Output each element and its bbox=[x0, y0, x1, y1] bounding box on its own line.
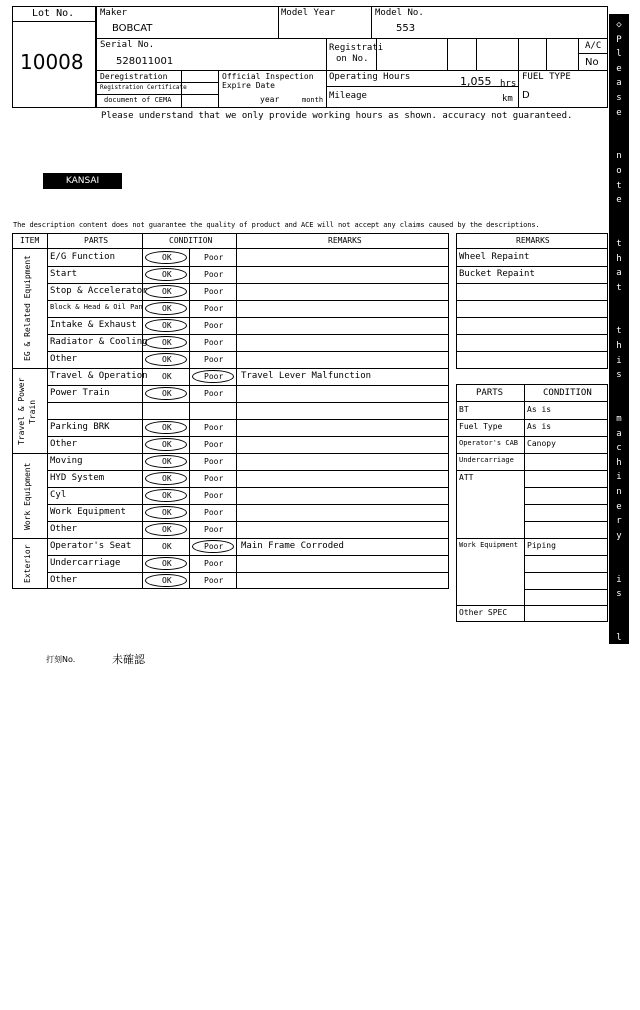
condition-circle-ok bbox=[145, 557, 187, 570]
hrs-label: hrs bbox=[500, 79, 517, 89]
sidebar-char bbox=[609, 310, 629, 325]
parts-sub-divider bbox=[524, 555, 608, 556]
sidebar-char: t bbox=[616, 238, 622, 249]
sidebar-char: i bbox=[616, 764, 622, 775]
remarks-divider bbox=[456, 351, 608, 352]
location-badge-label: KANSAI bbox=[65, 176, 100, 186]
row-divider bbox=[47, 521, 449, 522]
sidebar-char bbox=[609, 791, 629, 806]
sidebar-char bbox=[609, 748, 629, 763]
sidebar-char bbox=[609, 733, 629, 748]
registration-label-2: on No. bbox=[336, 54, 369, 64]
sidebar-char: n bbox=[616, 851, 622, 862]
remarks-divider bbox=[456, 300, 608, 301]
sidebar-char: Y bbox=[616, 939, 622, 950]
sidebar-char: e bbox=[616, 63, 622, 74]
parts-divider bbox=[456, 436, 608, 437]
sidebar-char bbox=[609, 120, 629, 135]
deregistration-label: Deregistration bbox=[100, 72, 168, 81]
sidebar-char: i bbox=[616, 355, 622, 366]
ok-label: OK bbox=[162, 321, 172, 330]
poor-label: Poor bbox=[204, 542, 224, 551]
serial-value: 528011001 bbox=[116, 56, 174, 67]
sidebar-char: s bbox=[616, 589, 622, 600]
poor-label: Poor bbox=[204, 321, 224, 330]
condition-circle-ok bbox=[145, 353, 187, 366]
sidebar-char: n bbox=[616, 487, 622, 497]
sidebar-char: t bbox=[616, 326, 622, 337]
sidebar-char: a bbox=[616, 268, 622, 279]
fuel-type-value: D bbox=[522, 90, 530, 101]
group-travel-power: Travel & Power Train bbox=[17, 377, 37, 446]
parts-divider bbox=[456, 538, 608, 539]
km-label: km bbox=[502, 94, 513, 104]
part-name: Cyl bbox=[50, 490, 67, 500]
part-name: Other bbox=[50, 575, 78, 585]
sidebar-char: s bbox=[616, 866, 622, 877]
ok-label: OK bbox=[162, 304, 172, 313]
fuel-type-label: FUEL TYPE bbox=[522, 72, 571, 82]
condition-circle-ok bbox=[145, 421, 187, 434]
stamp-value: 未確認 bbox=[112, 653, 145, 666]
part-name: Work Equipment bbox=[50, 507, 126, 517]
ok-label: OK bbox=[162, 559, 172, 568]
poor-label: Poor bbox=[204, 372, 224, 381]
condition-circle-ok bbox=[145, 489, 187, 502]
operating-hours-value: 1,055 bbox=[460, 75, 492, 88]
sidebar-char: s bbox=[616, 92, 622, 103]
part-name: Stop & Accelerator bbox=[50, 286, 148, 296]
row-divider bbox=[47, 283, 449, 284]
remark-text: Travel Lever Malfunction bbox=[241, 371, 372, 381]
part-name: Block & Head & Oil Pan bbox=[50, 303, 143, 311]
sidebar-char: i bbox=[616, 895, 622, 906]
maker-value: BOBCAT bbox=[112, 23, 153, 34]
condition-circle-ok bbox=[145, 251, 187, 264]
sidebar-char: i bbox=[616, 574, 622, 585]
part-name: Power Train bbox=[50, 388, 110, 398]
row-divider bbox=[47, 555, 449, 556]
sidebar-char bbox=[609, 923, 629, 938]
part-name: Other bbox=[50, 439, 78, 449]
sidebar-char: a bbox=[616, 676, 622, 687]
ok-label: OK bbox=[162, 576, 172, 585]
sidebar-char: o bbox=[616, 647, 622, 658]
ok-label: OK bbox=[162, 440, 172, 449]
sidebar-char: n bbox=[616, 151, 622, 162]
poor-label: Poor bbox=[204, 338, 224, 347]
location-badge bbox=[43, 173, 122, 189]
serial-label: Serial No. bbox=[100, 40, 155, 50]
condition-circle-poor bbox=[192, 370, 234, 383]
ok-label: OK bbox=[162, 287, 172, 296]
sidebar-char bbox=[609, 908, 629, 923]
remarks-divider bbox=[456, 266, 608, 267]
sidebar-char: t bbox=[616, 180, 622, 191]
parts-name: Operator's CAB bbox=[459, 439, 519, 447]
remarks-divider bbox=[456, 334, 608, 335]
parts-condition: Piping bbox=[527, 541, 556, 550]
inspection-label-1: Official Inspection bbox=[222, 72, 314, 81]
sidebar-char: a bbox=[616, 954, 622, 964]
sidebar-char: c bbox=[616, 443, 622, 454]
ok-label: OK bbox=[162, 508, 172, 517]
ok-label: OK bbox=[162, 338, 172, 347]
parts-col-condition-header: CONDITION bbox=[543, 388, 592, 398]
row-divider bbox=[47, 300, 449, 301]
remarks-header: REMARKS bbox=[516, 236, 550, 245]
poor-label: Poor bbox=[204, 457, 224, 466]
sidebar-char bbox=[609, 397, 629, 412]
part-name: Radiator & Cooling bbox=[50, 337, 148, 347]
sidebar-char: e bbox=[616, 705, 622, 716]
parts-name: Other SPEC bbox=[459, 608, 508, 617]
parts-sub-divider bbox=[524, 589, 608, 590]
lot-number: 10008 bbox=[20, 50, 84, 74]
condition-circle-ok bbox=[145, 387, 187, 400]
sidebar-char: m bbox=[616, 414, 622, 425]
model-no-value: 553 bbox=[396, 23, 416, 34]
sidebar-char: o bbox=[616, 165, 622, 176]
part-name: Start bbox=[50, 269, 78, 279]
group-work-equipment: Work Equipment bbox=[23, 462, 32, 531]
registration-certificate-label: Registration Certificate bbox=[100, 84, 187, 91]
remark-text: Main Frame Corroded bbox=[241, 541, 344, 551]
sidebar-char: t bbox=[616, 691, 622, 702]
sidebar-char: i bbox=[616, 472, 622, 483]
parts-sub-divider bbox=[524, 521, 608, 522]
parts-condition: Canopy bbox=[527, 439, 556, 448]
col-condition-header: CONDITION bbox=[169, 236, 213, 245]
sidebar-char bbox=[609, 558, 629, 573]
part-name: Undercarriage bbox=[50, 558, 121, 568]
parts-divider bbox=[456, 419, 608, 420]
parts-divider bbox=[456, 470, 608, 471]
sidebar-char: l bbox=[616, 632, 622, 643]
sidebar-char: a bbox=[616, 881, 622, 892]
sidebar-char: l bbox=[616, 49, 622, 60]
sidebar-char: r bbox=[616, 516, 622, 527]
sidebar-char bbox=[609, 806, 629, 821]
poor-label: Poor bbox=[204, 270, 224, 279]
row-divider bbox=[47, 470, 449, 471]
sidebar-char: d bbox=[616, 720, 622, 731]
poor-label: Poor bbox=[204, 559, 224, 568]
sidebar-char: h bbox=[616, 457, 622, 468]
cema-document-label: document of CEMA bbox=[104, 96, 172, 104]
part-name: Moving bbox=[50, 456, 83, 466]
part-name: Intake & Exhaust bbox=[50, 320, 137, 330]
poor-label: Poor bbox=[204, 491, 224, 500]
condition-circle-poor bbox=[192, 540, 234, 553]
condition-circle-ok bbox=[145, 319, 187, 332]
poor-label: Poor bbox=[204, 508, 224, 517]
hours-notice: Please understand that we only provide working hours as shown. accuracy not guaranteed. bbox=[101, 111, 573, 121]
model-no-label: Model No. bbox=[375, 8, 424, 18]
poor-label: Poor bbox=[204, 576, 224, 585]
mileage-label: Mileage bbox=[329, 91, 367, 101]
sidebar-char: h bbox=[616, 341, 622, 352]
row-divider bbox=[47, 419, 449, 420]
part-name: Other bbox=[50, 524, 78, 534]
poor-label: Poor bbox=[204, 525, 224, 534]
poor-label: Poor bbox=[204, 304, 224, 313]
sidebar-char: e bbox=[616, 501, 622, 512]
part-name: Other bbox=[50, 354, 78, 364]
sidebar-char: e bbox=[616, 107, 622, 118]
row-divider bbox=[47, 385, 449, 386]
part-name: E/G Function bbox=[50, 252, 116, 262]
sidebar-char: c bbox=[616, 662, 622, 673]
parts-name: Work Equipment bbox=[459, 541, 519, 549]
operating-hours-label: Operating Hours bbox=[329, 72, 411, 82]
parts-name: Undercarriage bbox=[459, 456, 514, 464]
ac-value: No bbox=[585, 57, 599, 68]
disclaimer: The description content does not guarantee the quality of product and ACE will not accept any claims caused by the descriptions. bbox=[13, 221, 540, 229]
registration-label-1: Registrati bbox=[329, 43, 384, 53]
part-name: Operator's Seat bbox=[50, 541, 132, 551]
row-divider bbox=[47, 487, 449, 488]
stamp-label: 打刻No. bbox=[46, 655, 76, 664]
sidebar-char bbox=[609, 222, 629, 237]
poor-label: Poor bbox=[204, 287, 224, 296]
sidebar-char: t bbox=[616, 282, 622, 293]
ok-label: OK bbox=[162, 270, 172, 279]
sidebar-notice bbox=[609, 14, 629, 1010]
row-divider bbox=[47, 351, 449, 352]
sidebar-char bbox=[609, 543, 629, 558]
ok-label: OK bbox=[162, 355, 172, 364]
parts-name: BT bbox=[459, 405, 469, 414]
poor-label: Poor bbox=[204, 474, 224, 483]
row-divider bbox=[47, 504, 449, 505]
parts-sub-divider bbox=[524, 487, 608, 488]
condition-circle-ok bbox=[145, 302, 187, 315]
sidebar-char: ◇ bbox=[616, 997, 622, 1008]
sidebar-char: h bbox=[616, 253, 622, 264]
ok-label: OK bbox=[162, 389, 172, 398]
sidebar-char: P bbox=[616, 34, 622, 45]
part-name: HYD System bbox=[50, 473, 105, 483]
sidebar-char bbox=[609, 602, 629, 617]
condition-circle-ok bbox=[145, 472, 187, 485]
part-name: Travel & Operation bbox=[50, 371, 148, 381]
poor-label: Poor bbox=[204, 440, 224, 449]
sidebar-char: n bbox=[616, 778, 622, 789]
parts-condition: As is bbox=[527, 422, 552, 431]
row-divider bbox=[47, 266, 449, 267]
ac-label: A/C bbox=[585, 41, 602, 51]
lot-label: Lot No. bbox=[32, 8, 75, 19]
col-remarks-header: REMARKS bbox=[328, 236, 362, 245]
row-divider bbox=[47, 572, 449, 573]
ok-label: OK bbox=[162, 253, 172, 262]
parts-condition: As is bbox=[527, 405, 552, 414]
ok-label: OK bbox=[162, 542, 172, 551]
month-label: month bbox=[302, 96, 324, 104]
sidebar-char: K bbox=[616, 822, 622, 833]
row-divider bbox=[47, 334, 449, 335]
model-year-label: Model Year bbox=[281, 8, 336, 18]
sidebar-char: a bbox=[616, 428, 622, 439]
row-divider bbox=[47, 317, 449, 318]
row-divider bbox=[47, 436, 449, 437]
ok-label: OK bbox=[162, 491, 172, 500]
location-sidebar bbox=[609, 14, 629, 1008]
sidebar-char: d bbox=[616, 983, 622, 994]
group-eg-related: EG & Related Equipment bbox=[23, 255, 32, 362]
condition-circle-ok bbox=[145, 336, 187, 349]
remarks-divider bbox=[456, 283, 608, 284]
poor-label: Poor bbox=[204, 389, 224, 398]
parts-divider bbox=[456, 453, 608, 454]
condition-circle-ok bbox=[145, 438, 187, 451]
poor-label: Poor bbox=[204, 253, 224, 262]
poor-label: Poor bbox=[204, 423, 224, 432]
remarks-item: Bucket Repaint bbox=[459, 269, 535, 279]
condition-circle-ok bbox=[145, 523, 187, 536]
parts-name: ATT bbox=[459, 473, 474, 482]
col-parts-header: PARTS bbox=[84, 236, 109, 245]
sidebar-char: a bbox=[616, 837, 622, 848]
sidebar-char bbox=[609, 616, 629, 631]
ok-label: OK bbox=[162, 423, 172, 432]
sidebar-char bbox=[609, 208, 629, 223]
sidebar-char bbox=[609, 135, 629, 150]
poor-label: Poor bbox=[204, 355, 224, 364]
inspection-label-2: Expire Date bbox=[222, 81, 275, 90]
sidebar-char: y bbox=[616, 530, 622, 541]
maker-label: Maker bbox=[100, 8, 128, 18]
parts-name: Fuel Type bbox=[459, 422, 503, 431]
parts-divider bbox=[456, 605, 608, 606]
condition-circle-ok bbox=[145, 574, 187, 587]
sidebar-char bbox=[609, 383, 629, 398]
part-name: Parking BRK bbox=[50, 422, 110, 432]
parts-sub-divider bbox=[524, 572, 608, 573]
ok-label: OK bbox=[162, 457, 172, 466]
group-exterior: Exterior bbox=[23, 544, 32, 584]
sidebar-char: s bbox=[616, 370, 622, 381]
parts-col-parts-header: PARTS bbox=[476, 388, 504, 398]
sidebar-char: r bbox=[616, 968, 622, 979]
row-divider bbox=[47, 402, 449, 403]
ok-label: OK bbox=[162, 372, 172, 381]
remarks-item: Wheel Repaint bbox=[459, 252, 530, 262]
remarks-divider bbox=[456, 317, 608, 318]
condition-circle-ok bbox=[145, 268, 187, 281]
sidebar-char: ◇ bbox=[616, 20, 622, 30]
sidebar-char: a bbox=[616, 78, 622, 89]
sidebar-char: e bbox=[616, 195, 622, 206]
ok-label: OK bbox=[162, 474, 172, 483]
ok-label: OK bbox=[162, 525, 172, 534]
condition-circle-ok bbox=[145, 455, 187, 468]
sidebar-char bbox=[609, 295, 629, 310]
year-label: year bbox=[260, 95, 280, 104]
col-item-header: ITEM bbox=[20, 236, 40, 245]
condition-circle-ok bbox=[145, 285, 187, 298]
condition-circle-ok bbox=[145, 506, 187, 519]
parts-sub-divider bbox=[524, 504, 608, 505]
